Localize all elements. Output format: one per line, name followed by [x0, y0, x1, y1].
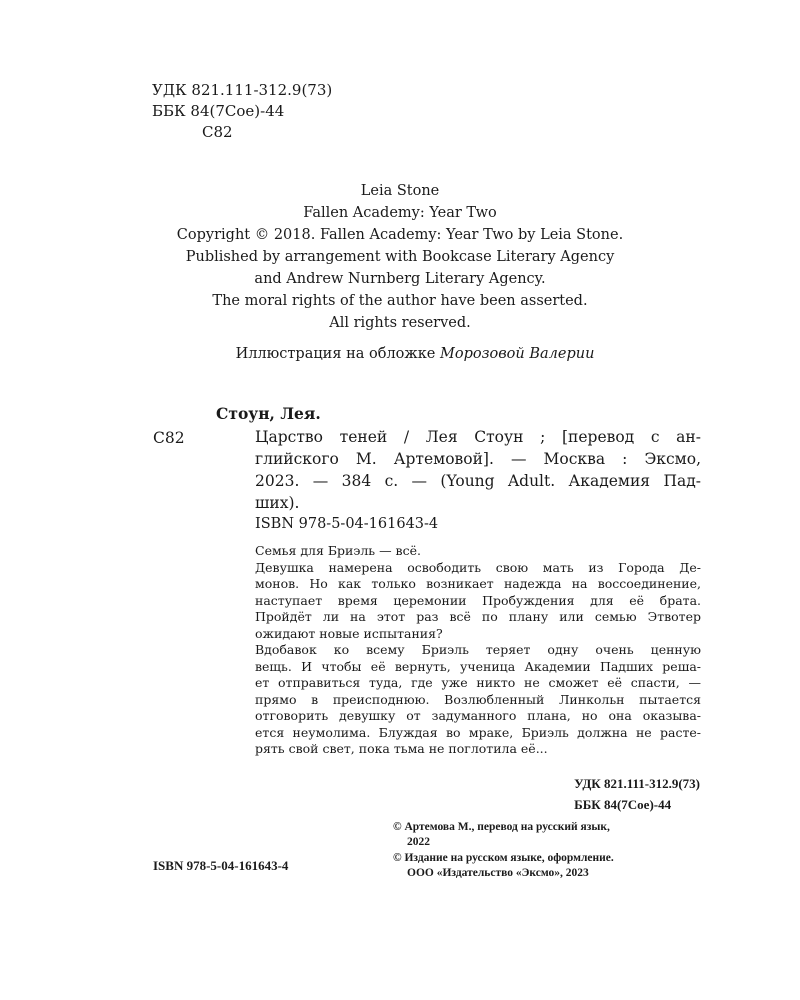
annotation-line: Вдобавок ко всему Бриэль теряет одну очень ценную — [255, 642, 701, 657]
translation-copyright-year: 2022 — [407, 835, 430, 848]
translation-copyright: © Артемова М., перевод на русский язык, — [393, 821, 610, 833]
annotation-line: Пройдёт ли на этот раз всё по плану или семью Этвотер — [255, 609, 701, 624]
publisher-copyright: ООО «Издательство «Эксмо», 2023 — [407, 866, 589, 879]
record-code: С82 — [153, 429, 185, 447]
credit-line: All rights reserved. — [329, 315, 471, 331]
biblio-line: 2023. — 384 с. — (Young Adult. Академия Пад- — [255, 472, 701, 490]
credit-line: Fallen Academy: Year Two — [303, 205, 497, 221]
annotation-line: ет отправиться туда, где уже никто не сможет её спасти, — — [255, 675, 701, 690]
credit-line: and Andrew Nurnberg Literary Agency. — [254, 271, 546, 287]
annotation-line: монов. Но как только возникает надежда на воссоединение, — [255, 576, 701, 591]
top-classification — [152, 80, 332, 143]
bottom-classification — [574, 773, 700, 815]
isbn-bottom: ISBN 978-5-04-161643-4 — [153, 858, 289, 873]
record-isbn: ISBN 978-5-04-161643-4 — [255, 516, 439, 532]
annotation-line: отговорить девушку от задуманного плана, но она оказыва- — [255, 708, 701, 723]
bibliographic-description — [255, 426, 701, 514]
annotation — [255, 543, 701, 758]
credit-line: Copyright © 2018. Fallen Academy: Year Two by Leia Stone. — [176, 227, 624, 243]
copyright-block — [393, 820, 614, 880]
bbk-code-bottom: ББК 84(7Сое)-44 — [574, 797, 672, 812]
annotation-line: прямо в преисподнюю. Возлюбленный Линкольн пытается — [255, 691, 701, 707]
annotation-line: рять свой свет, пока тьма не поглотила её... — [255, 741, 548, 756]
illustration-credit — [100, 346, 730, 362]
illustration-artist: Морозовой Валерии — [440, 346, 595, 362]
credit-line: Leia Stone — [360, 183, 440, 199]
original-credits — [100, 180, 700, 334]
annotation-line: Семья для Бриэль — всё. — [255, 543, 421, 558]
udk-code: УДК 821.111-312.9(73) — [152, 81, 333, 99]
credit-line: Published by arrangement with Bookcase Literary Agency — [185, 249, 615, 265]
udk-code-bottom: УДК 821.111-312.9(73) — [574, 776, 700, 791]
edition-copyright: © Издание на русском языке, оформление. — [393, 852, 614, 864]
annotation-line: ется неумолима. Блуждая во мраке, Бриэль должна не растe- — [255, 724, 701, 740]
record-author: Стоун, Лея. — [216, 404, 321, 423]
annotation-line: вещь. И чтобы её вернуть, ученица Академии Падших реша- — [255, 658, 701, 674]
annotation-line: Девушка намерена освободить свою мать из Города Де- — [255, 559, 701, 575]
annotation-line: наступает время церемонии Пробуждения для её брата. — [255, 592, 701, 608]
biblio-line: ших). — [255, 494, 300, 512]
biblio-line: Царство теней / Лея Стоун ; [перевод с ан- — [255, 428, 701, 446]
credit-line: The moral rights of the author have been asserted. — [212, 293, 588, 309]
bbk-code: ББК 84(7Сое)-44 — [152, 102, 285, 120]
annotation-line: ожидают новые испытания? — [255, 625, 443, 641]
illustration-prefix: Иллюстрация на обложке — [235, 346, 440, 362]
author-sign-code: С82 — [202, 123, 233, 141]
biblio-line: глийского М. Артемовой]. — Москва : Эксмо, — [255, 450, 701, 468]
